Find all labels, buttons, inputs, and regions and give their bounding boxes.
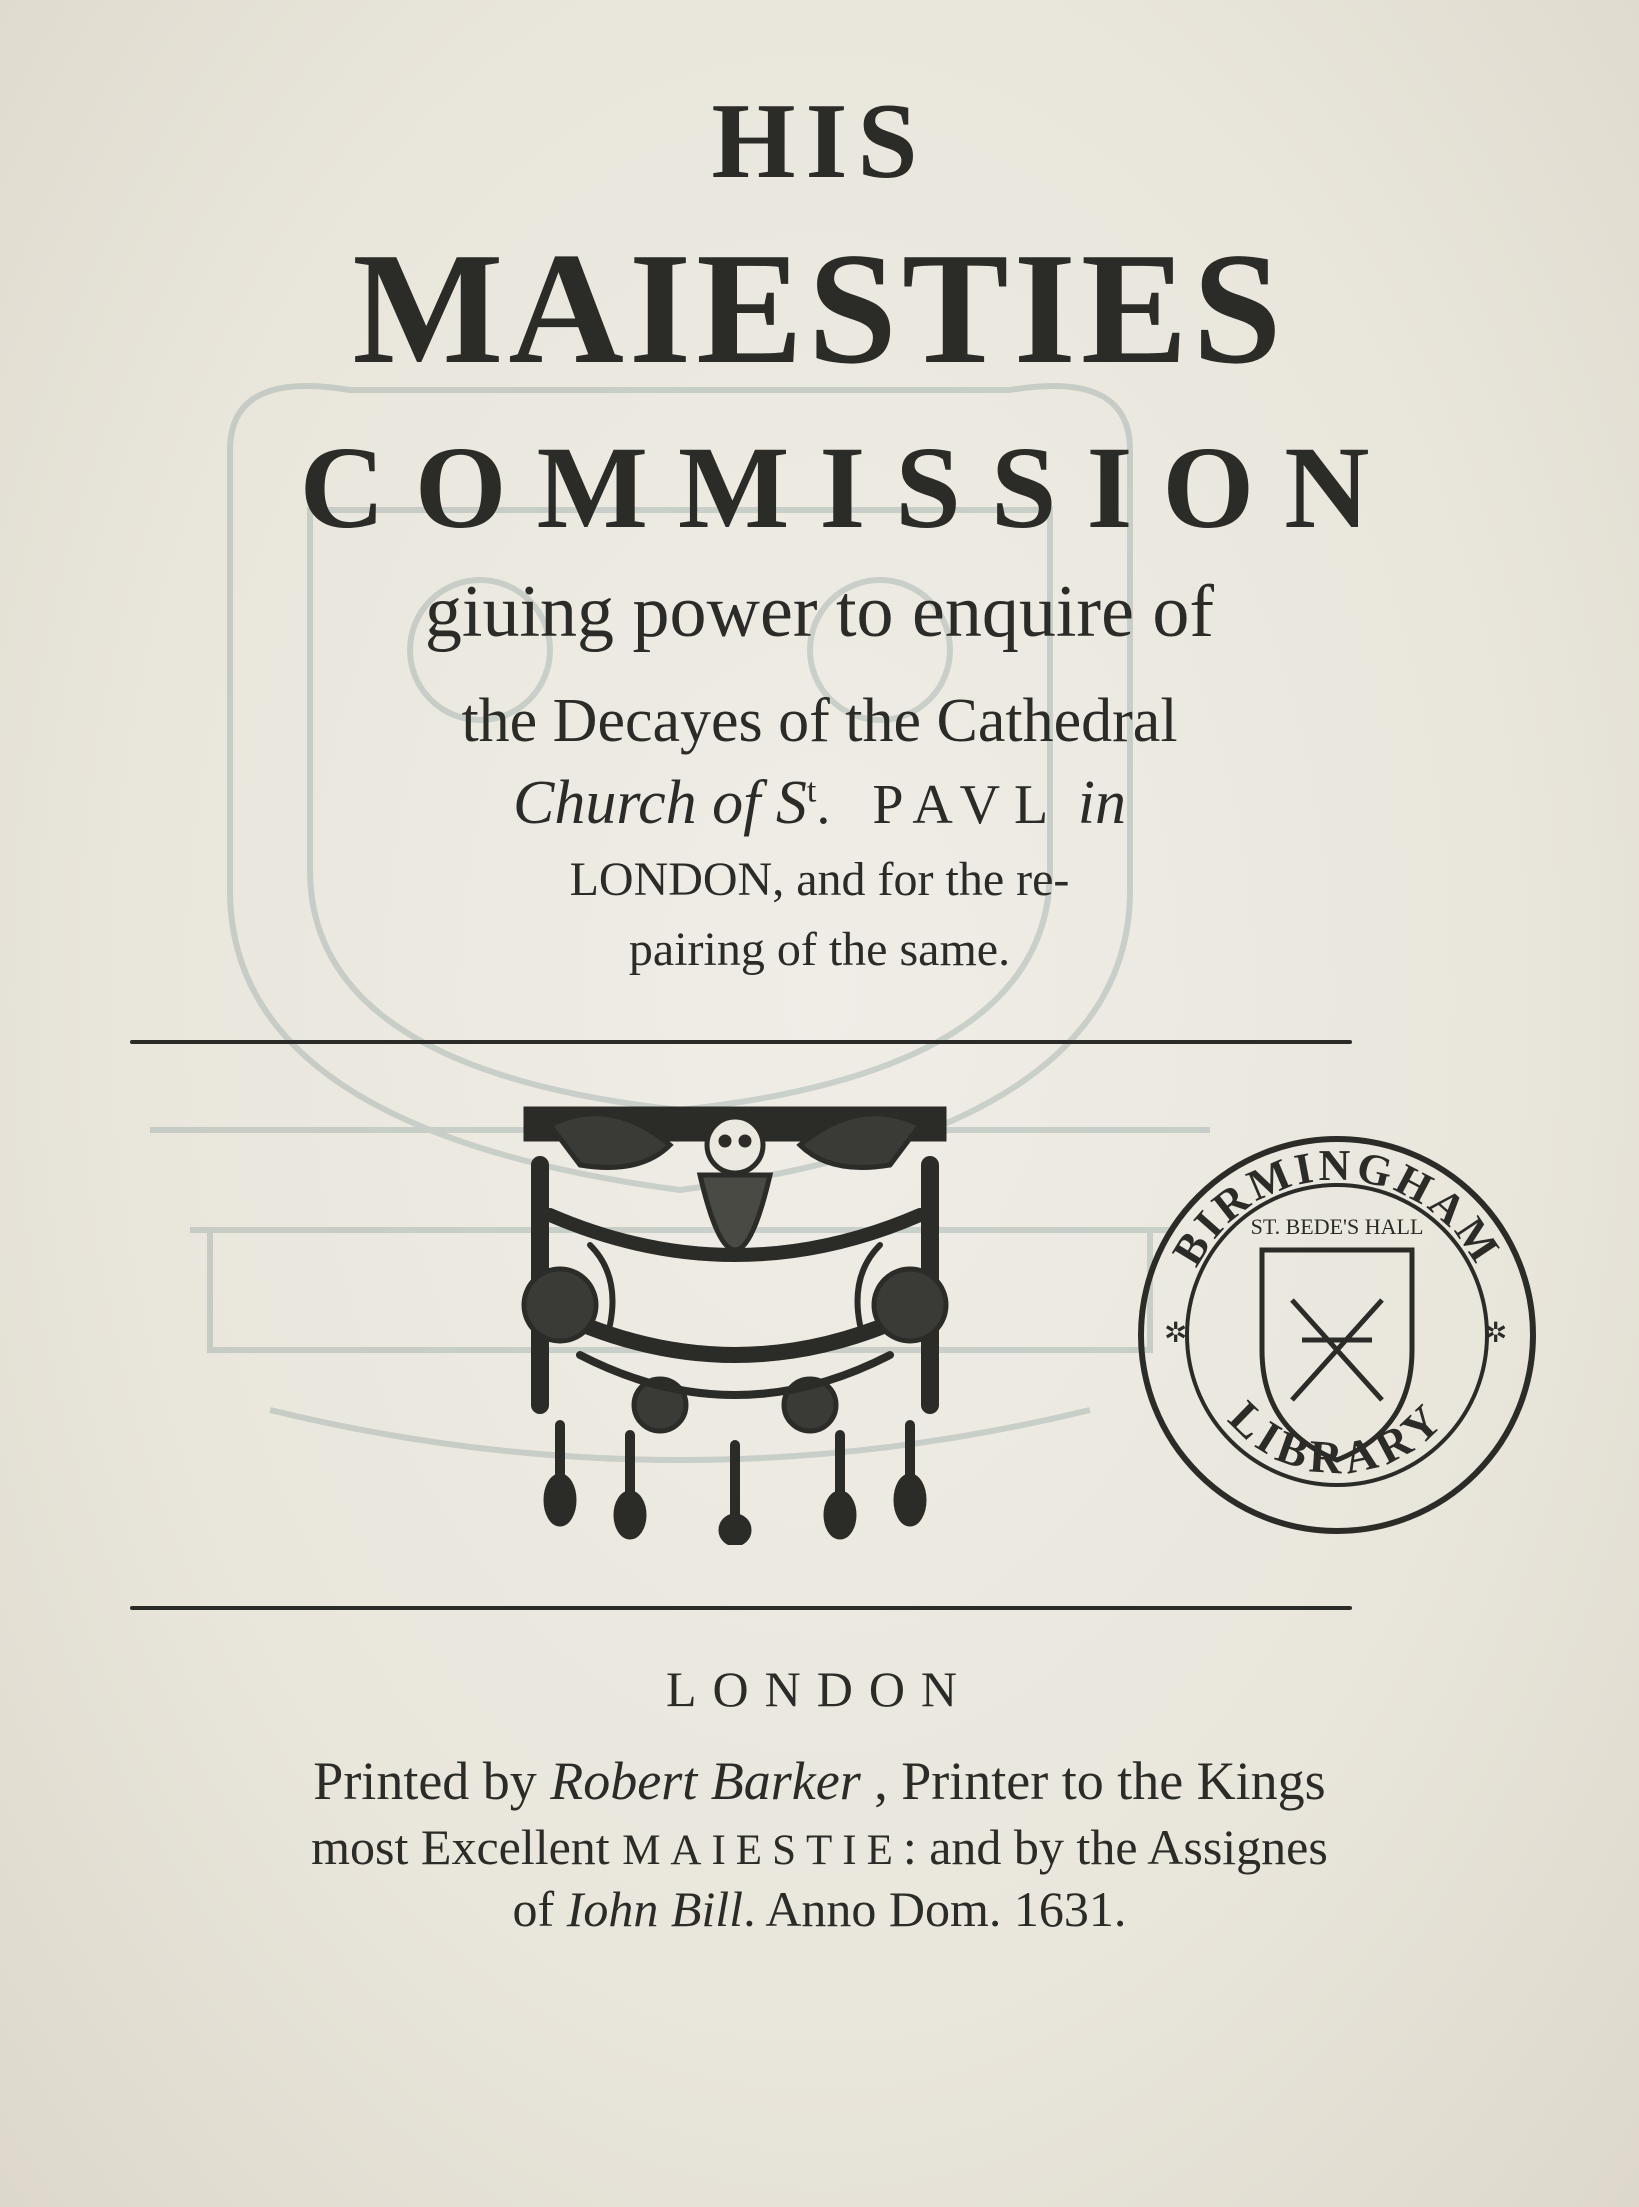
subtitle-line-2: the Decayes of the Cathedral [461,687,1178,755]
stamp-inner-text: ST. BEDE'S HALL [1250,1214,1424,1239]
library-seal-graphic [1132,1130,1542,1540]
imprint-most-excellent: most Excellent [311,1819,623,1875]
stamp-bottom-text: LIBRARY [1219,1390,1455,1484]
imprint-printer-name: Robert Barker [550,1751,861,1811]
stamp-star-right-icon: ✲ [1484,1316,1508,1349]
imprint-printed-by: Printed by [313,1751,551,1811]
library-seal-icon [1132,1130,1542,1540]
subtitle-line-4: LONDON, and for the re- [569,853,1070,906]
imprint-assignee-name: Iohn Bill [566,1881,744,1937]
svg-text:BIRMINGHAM [1163,1141,1512,1274]
subtitle-paul: . PAVL [816,774,1063,836]
title-line-commission: COMMISSION [299,422,1400,553]
subtitle-line-3 [0,768,1639,839]
imprint-line-date [0,1880,1639,1938]
bottom-rule [130,1606,1352,1610]
subtitle-in: in [1062,769,1126,837]
imprint-city: LONDON [665,1661,974,1717]
subtitle-line-5: pairing of the same. [628,923,1011,976]
title-line-maiesties: MAIESTIES [352,219,1287,397]
imprint-printer-role: , Printer to the Kings [860,1751,1326,1811]
imprint-anno-dom: . Anno Dom. 1631. [743,1881,1127,1937]
top-rule [130,1040,1352,1044]
title-line-his: HIS [711,82,928,201]
imprint-assignes: : and by the Assignes [902,1819,1328,1875]
imprint-maiestie: MAIESTIE [622,1827,903,1874]
stamp-top-text: BIRMINGHAM [1162,1140,1512,1274]
imprint-line-majesty [0,1818,1639,1876]
subtitle-st-superscript: t [806,772,817,810]
woodcut-angel-garland-icon [520,1105,950,1545]
imprint-line-printer [0,1750,1639,1812]
imprint-of: of [512,1881,567,1937]
stamp-star-left-icon: ✲ [1164,1316,1188,1349]
svg-text:LIBRARY [1219,1391,1455,1484]
subtitle-line-1: giuing power to enquire of [424,571,1215,653]
subtitle-church: Church of S [512,769,807,837]
